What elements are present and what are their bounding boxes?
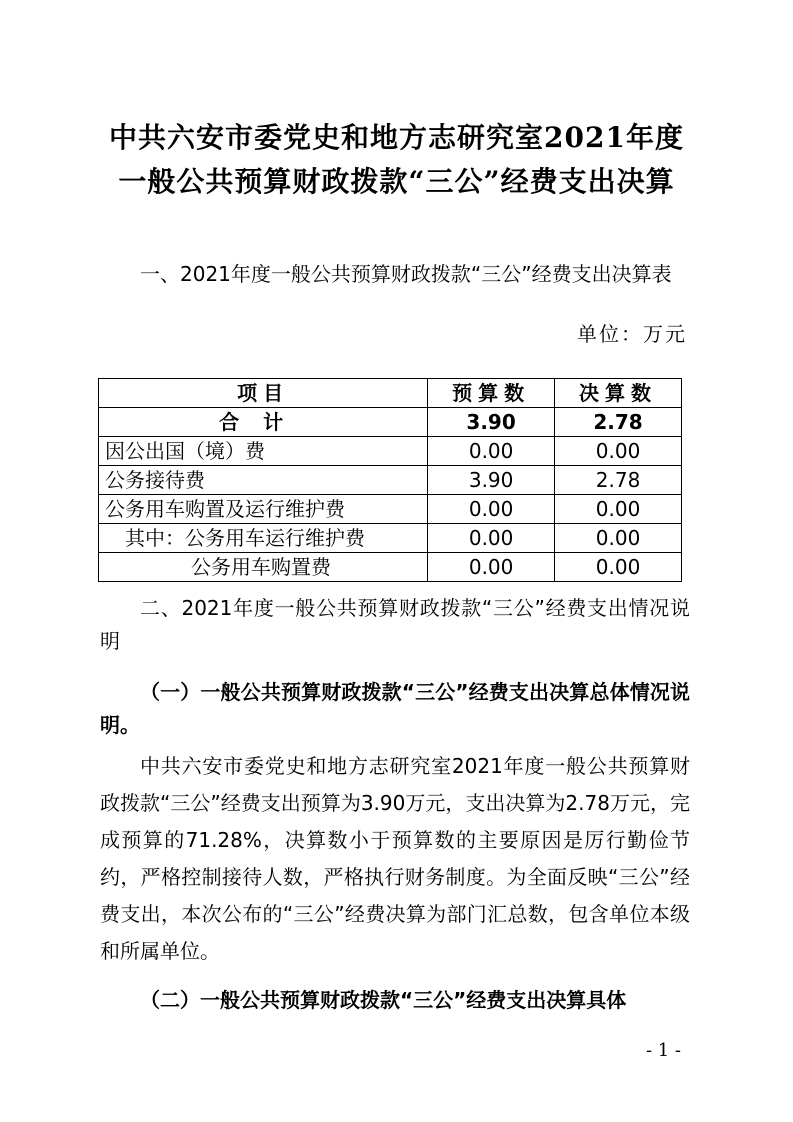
row-actual: 0.00 xyxy=(555,437,682,466)
subsection1-heading: （一）一般公共预算财政拨款“三公”经费支出决算总体情况说明。 xyxy=(100,680,690,737)
row-actual: 0.00 xyxy=(555,495,682,524)
row-label: 合计 xyxy=(99,408,428,437)
table-row xyxy=(99,524,682,553)
row-actual: 0.00 xyxy=(555,553,682,582)
document-title-line1: 中共六安市委党史和地方志研究室2021年度 xyxy=(109,121,684,154)
table-row xyxy=(99,466,682,495)
row-budget: 0.00 xyxy=(428,495,555,524)
header-budget: 预算数 xyxy=(428,379,555,408)
table-row xyxy=(99,495,682,524)
row-budget: 0.00 xyxy=(428,553,555,582)
page-number: - 1 - xyxy=(645,1040,681,1061)
subsection1-body: 中共六安市委党史和地方志研究室2021年度一般公共预算财政拨款“三公”经费支出预算为3.90万元，支出决算为2.78万元，完成预算的71.28%，决算数小于预算数的主要原因是厉行勤俭节约，严格控制接待人数，严格执行财务制度。为全面反映“三公”经费支出，本次公布的“三公”经费决算为部门汇总数，包含单位本级和所属单位。 xyxy=(100,754,690,963)
row-budget: 3.90 xyxy=(428,466,555,495)
table-row xyxy=(99,553,682,582)
row-budget: 0.00 xyxy=(428,524,555,553)
section2-heading: 二、2021年度一般公共预算财政拨款“三公”经费支出情况说明 xyxy=(100,596,690,653)
table-header-row xyxy=(99,379,682,408)
row-label: 公务用车购置费 xyxy=(99,553,428,582)
budget-table xyxy=(98,378,682,582)
row-label: 公务接待费 xyxy=(99,466,428,495)
table-row xyxy=(99,437,682,466)
subsection2-heading: （二）一般公共预算财政拨款“三公”经费支出决算具体 xyxy=(140,988,627,1012)
section1-heading: 一、2021年度一般公共预算财政拨款“三公”经费支出决算表 xyxy=(140,262,672,286)
unit-label: 单位：万元 xyxy=(577,322,687,346)
document-title-line2: 一般公共预算财政拨款“三公”经费支出决算 xyxy=(118,165,675,198)
table-row-total xyxy=(99,408,682,437)
row-label: 其中：公务用车运行维护费 xyxy=(99,524,428,553)
row-budget: 3.90 xyxy=(428,408,555,437)
row-actual: 2.78 xyxy=(555,466,682,495)
row-label: 因公出国（境）费 xyxy=(99,437,428,466)
row-actual: 0.00 xyxy=(555,524,682,553)
row-label: 公务用车购置及运行维护费 xyxy=(99,495,428,524)
header-actual: 决算数 xyxy=(555,379,682,408)
header-item: 项目 xyxy=(99,379,428,408)
row-actual: 2.78 xyxy=(555,408,682,437)
row-budget: 0.00 xyxy=(428,437,555,466)
